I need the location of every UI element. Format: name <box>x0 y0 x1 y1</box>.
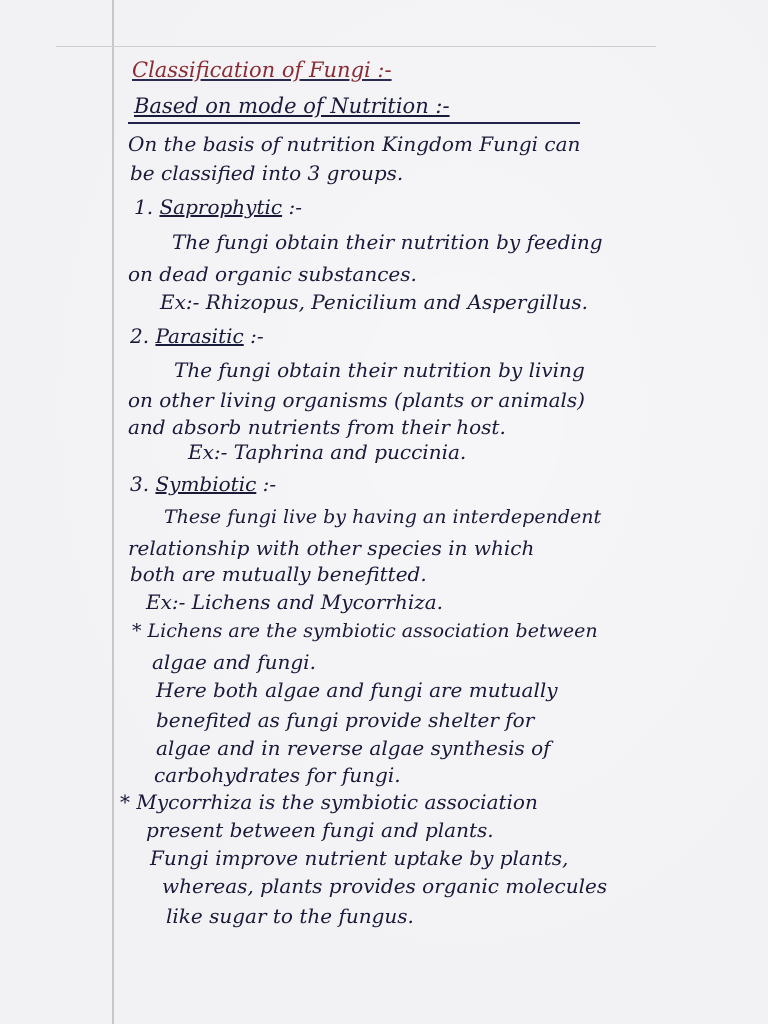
group-number: 2. <box>130 324 150 348</box>
group-name: Parasitic <box>155 324 244 348</box>
group-heading-parasitic <box>130 326 264 346</box>
group-number: 1. <box>134 195 154 219</box>
note-line: Lichens are the symbiotic association between <box>147 620 598 642</box>
group-example: Ex:- Lichens and Mycorrhiza. <box>146 590 444 614</box>
note-line: present between fungi and plants. <box>146 818 494 842</box>
group-line: on other living organisms (plants or animals) <box>128 388 585 412</box>
group-line: The fungi obtain their nutrition by feeding <box>172 230 603 254</box>
note-lichens <box>132 622 598 641</box>
intro-line: On the basis of nutrition Kingdom Fungi can <box>128 132 581 156</box>
group-heading-saprophytic <box>134 197 302 217</box>
note-line: like sugar to the fungus. <box>166 904 414 928</box>
note-mycorrhiza <box>120 792 538 812</box>
star-icon: * <box>132 620 142 642</box>
group-line: The fungi obtain their nutrition by living <box>174 358 585 382</box>
star-icon: * <box>120 790 130 814</box>
intro-line: be classified into 3 groups. <box>130 161 404 185</box>
section-heading: Based on mode of Nutrition :- <box>134 94 450 118</box>
note-line: Here both algae and fungi are mutually <box>156 678 558 702</box>
group-line: These fungi live by having an interdependent <box>164 506 602 528</box>
heading-underline <box>128 122 580 124</box>
group-example: Ex:- Taphrina and puccinia. <box>188 440 467 464</box>
top-rule <box>56 46 656 47</box>
note-line: whereas, plants provides organic molecules <box>162 874 608 898</box>
group-suffix: :- <box>288 195 302 219</box>
note-line: Fungi improve nutrient uptake by plants, <box>150 846 569 870</box>
note-line: benefited as fungi provide shelter for <box>156 708 535 732</box>
group-example: Ex:- Rhizopus, Penicilium and Aspergillus. <box>160 290 588 314</box>
note-line: algae and fungi. <box>152 650 316 674</box>
group-line: and absorb nutrients from their host. <box>128 415 506 439</box>
group-line: on dead organic substances. <box>128 262 417 286</box>
note-line: carbohydrates for fungi. <box>154 763 401 787</box>
group-line: both are mutually benefitted. <box>130 562 427 586</box>
group-heading-symbiotic <box>130 474 276 494</box>
group-name: Symbiotic <box>155 472 257 496</box>
note-line: Mycorrhiza is the symbiotic association <box>136 790 538 814</box>
group-number: 3. <box>130 472 150 496</box>
group-line: relationship with other species in which <box>128 536 535 560</box>
group-suffix: :- <box>262 472 277 496</box>
note-line: algae and in reverse algae synthesis of <box>156 736 551 760</box>
margin-line <box>112 0 114 1024</box>
page-title: Classification of Fungi :- <box>132 58 392 82</box>
group-name: Saprophytic <box>159 195 283 219</box>
group-suffix: :- <box>250 324 264 348</box>
